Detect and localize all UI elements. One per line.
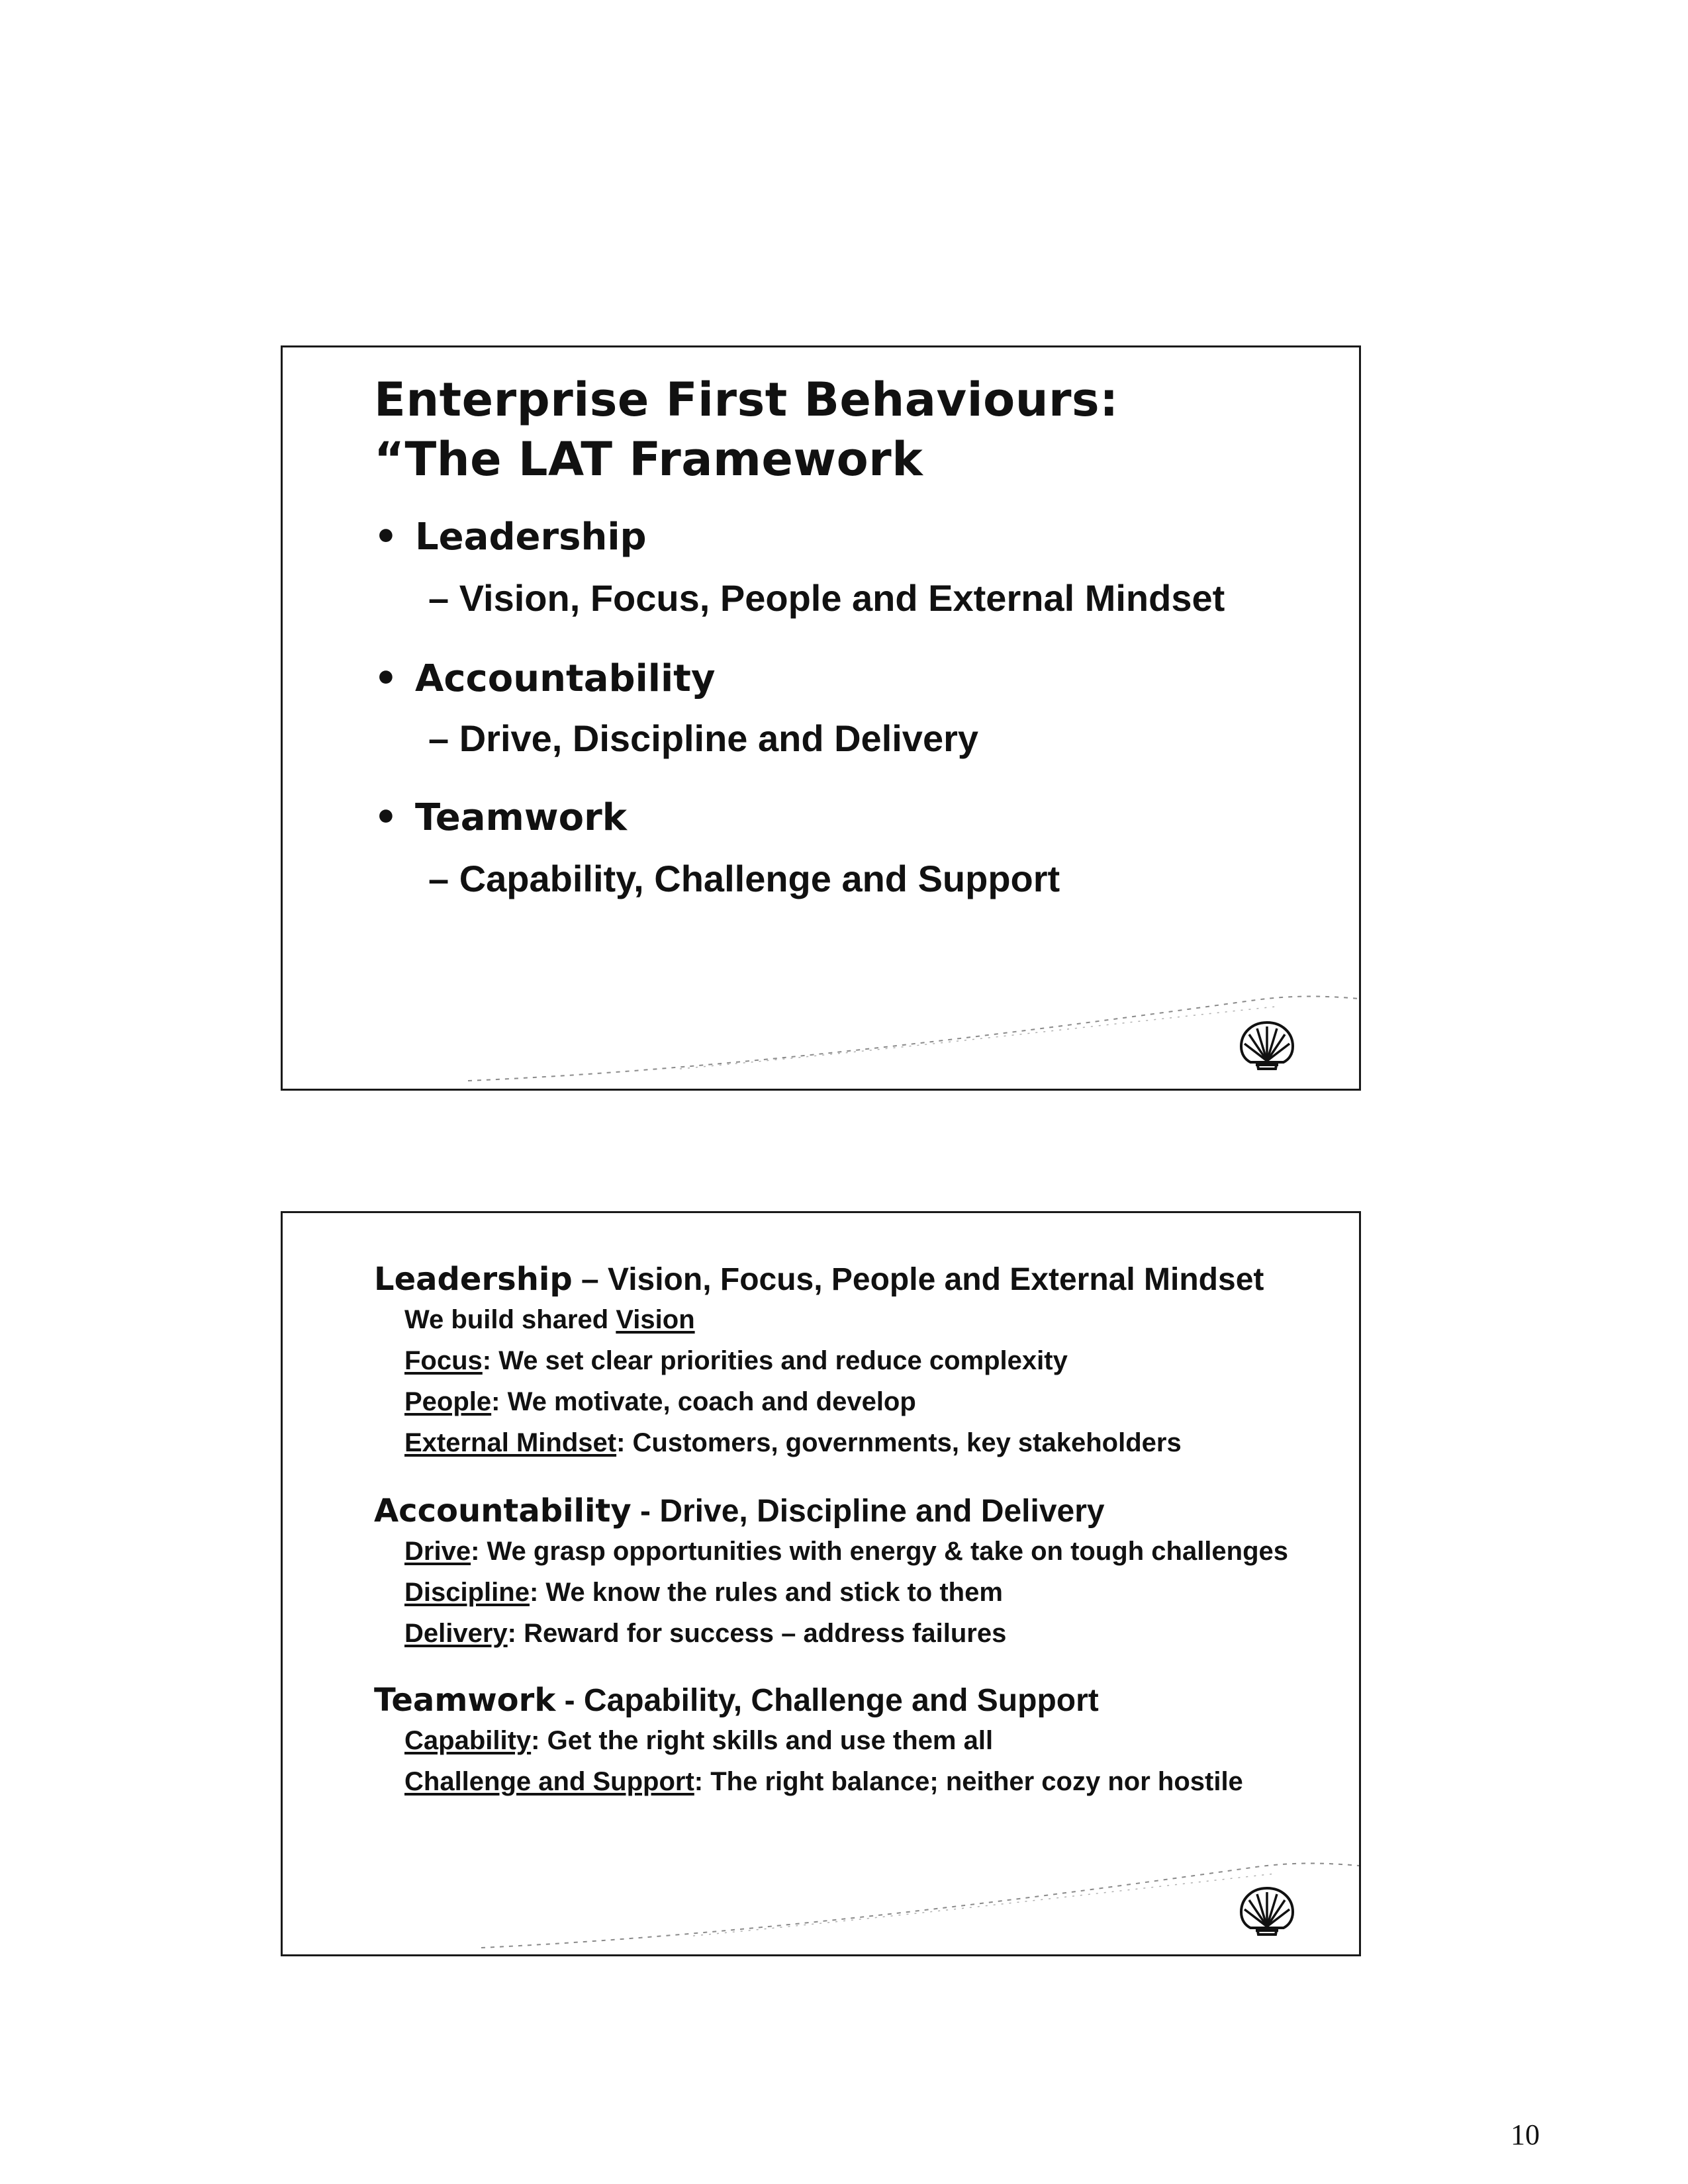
item-delivery: Delivery: Reward for success – address failures: [404, 1619, 1007, 1648]
title-line-2: “The LAT Framework: [374, 432, 923, 486]
sub-leadership: – Vision, Focus, People and External Mindset: [428, 577, 1225, 619]
sub-teamwork: – Capability, Challenge and Support: [428, 858, 1060, 899]
decorative-swoosh: [283, 1835, 1359, 1954]
item-people: People: We motivate, coach and develop: [404, 1387, 916, 1416]
slide-lat-framework: [281, 345, 1361, 1091]
sub-accountability: – Drive, Discipline and Delivery: [428, 717, 979, 759]
slide-lat-details: [281, 1211, 1361, 1956]
bullet-accountability: • Accountability: [374, 657, 716, 700]
title-line-1: Enterprise First Behaviours:: [374, 373, 1119, 427]
item-external-mindset: External Mindset: Customers, governments, key stakeholders: [404, 1428, 1182, 1457]
shell-logo-icon: [1237, 1886, 1297, 1938]
heading-teamwork: Teamwork - Capability, Challenge and Support: [374, 1682, 1099, 1719]
heading-accountability: Accountability - Drive, Discipline and Delivery: [374, 1492, 1105, 1529]
shell-logo-icon: [1237, 1020, 1297, 1073]
item-challenge-support: Challenge and Support: The right balance; neither cozy nor hostile: [404, 1767, 1243, 1796]
bullet-teamwork: • Teamwork: [374, 796, 627, 839]
decorative-swoosh: [283, 970, 1359, 1089]
item-capability: Capability: Get the right skills and use them all: [404, 1726, 994, 1755]
item-focus: Focus: We set clear priorities and reduce complexity: [404, 1346, 1068, 1375]
item-discipline: Discipline: We know the rules and stick to them: [404, 1578, 1003, 1607]
heading-leadership: Leadership – Vision, Focus, People and External Mindset: [374, 1261, 1264, 1298]
item-vision: We build shared Vision: [404, 1305, 695, 1334]
bullet-leadership: • Leadership: [374, 516, 647, 559]
slide-title: [374, 370, 1119, 489]
item-drive: Drive: We grasp opportunities with energy & take on tough challenges: [404, 1537, 1289, 1566]
page-number: 10: [1511, 2118, 1540, 2151]
